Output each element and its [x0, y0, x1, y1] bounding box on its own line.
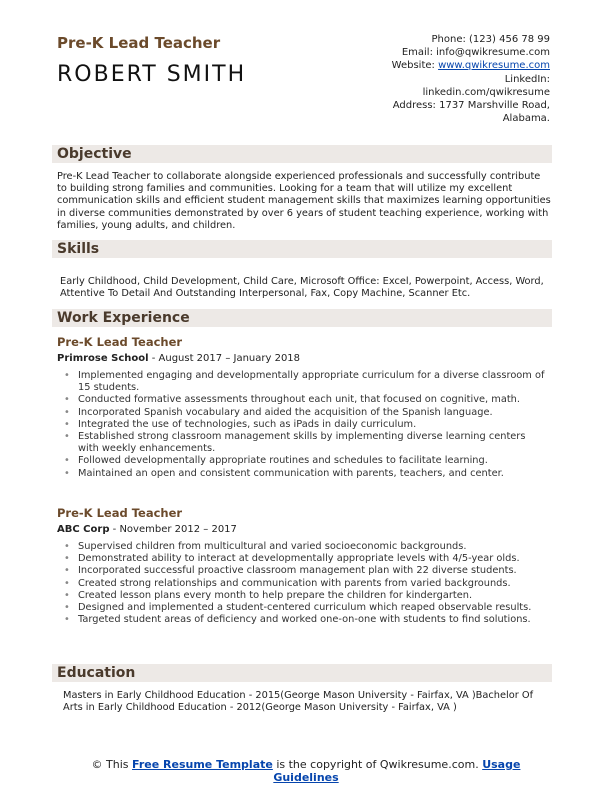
list-item: • Designed and implemented a student-centered curriculum which reaped observable results.	[62, 602, 547, 614]
list-item: • Supervised children from multicultural and varied socioeconomic backgrounds.	[62, 541, 547, 553]
list-item: • Conducted formative assessments throughout each unit, that focused on cognitive, math.	[62, 394, 547, 406]
contact-website	[290, 59, 550, 72]
contact-address-1: Address: 1737 Marshville Road,	[392, 100, 550, 112]
contact-address-2: Alabama.	[502, 113, 550, 125]
list-item: • Targeted student areas of deficiency and worked one-on-one with students to find solutions.	[62, 614, 547, 626]
contact-linkedin-value: linkedin.com/qwikresume	[422, 86, 550, 98]
skills-heading: Skills	[52, 240, 552, 258]
footer-copyright	[60, 758, 552, 784]
usage-guidelines-link[interactable]: Usage Guidelines	[273, 758, 521, 784]
job-2-dates: - November 2012 – 2017	[109, 524, 237, 535]
job-1-employer-line	[57, 353, 300, 364]
list-item: • Demonstrated ability to interact at developmentally appropriate levels with 4/5-year olds.	[62, 553, 547, 565]
list-item: • Integrated the use of technologies, such as iPads in daily curriculum.	[62, 419, 547, 431]
job-2-title: Pre-K Lead Teacher	[57, 506, 183, 520]
list-item: • Implemented engaging and developmentally appropriate curriculum for a diverse classroom of 15 students.	[62, 370, 547, 394]
education-heading: Education	[52, 664, 552, 682]
job-1-bullets	[62, 370, 547, 480]
free-resume-template-link[interactable]: Free Resume Template	[132, 758, 273, 771]
skills-text: Early Childhood, Child Development, Child Care, Microsoft Office: Excel, Powerpoint, Access, Word, Attentive To Detail And Outstanding Interpersonal, Fax, Copy Machine, Scanner Etc.	[60, 276, 544, 300]
job-title-heading: Pre-K Lead Teacher	[57, 34, 221, 52]
list-item: • Created strong relationships and communication with parents from varied backgrounds.	[62, 578, 547, 590]
person-name: ROBERT SMITH	[57, 62, 247, 87]
footer-prefix: © This	[91, 758, 133, 771]
job-1-dates: - August 2017 – January 2018	[148, 353, 301, 364]
contact-phone: Phone: (123) 456 78 99	[431, 34, 550, 45]
education-text: Masters in Early Childhood Education - 2015(George Mason University - Fairfax, VA )Bachelor Of Arts in Early Childhood Education - 2012(George Mason University - Fairfax, VA )	[63, 690, 534, 714]
job-2-bullets	[62, 541, 547, 626]
job-1-employer: Primrose School	[57, 353, 149, 364]
list-item: • Created lesson plans every month to help prepare the children for kindergarten.	[62, 590, 547, 602]
footer-middle: is the copyright of Qwikresume.com.	[272, 758, 483, 771]
list-item: • Established strong classroom management skills by implementing diverse learning centers with weekly enhancements.	[62, 431, 547, 455]
objective-heading: Objective	[52, 145, 552, 163]
list-item: • Incorporated Spanish vocabulary and aided the acquisition of the Spanish language.	[62, 407, 547, 419]
experience-heading: Work Experience	[52, 309, 552, 327]
contact-email: Email: info@qwikresume.com	[401, 47, 550, 59]
job-2-employer: ABC Corp	[57, 524, 110, 535]
objective-text: Pre-K Lead Teacher to collaborate alongside experienced professionals and successfully contribute to building strong families and communities. Looking for a team that will utilize my excellent communication skills and efficient student management skills that maximizes learning opportunities in diverse communities demonstrated by over 6 years of student teaching experience, working with families, young adults, and children.	[57, 171, 551, 231]
list-item: • Followed developmentally appropriate routines and schedules to facilitate learning.	[62, 455, 547, 467]
website-label: Website:	[391, 60, 439, 72]
list-item: • Incorporated successful proactive classroom management plan with 22 diverse students.	[62, 565, 547, 577]
website-link[interactable]: www.qwikresume.com	[438, 60, 550, 72]
contact-linkedin-label: LinkedIn:	[504, 73, 550, 85]
job-2-employer-line	[57, 524, 237, 535]
job-1-title: Pre-K Lead Teacher	[57, 335, 183, 349]
contact-block	[290, 33, 550, 125]
list-item: • Maintained an open and consistent communication with parents, teachers, and center.	[62, 468, 547, 480]
